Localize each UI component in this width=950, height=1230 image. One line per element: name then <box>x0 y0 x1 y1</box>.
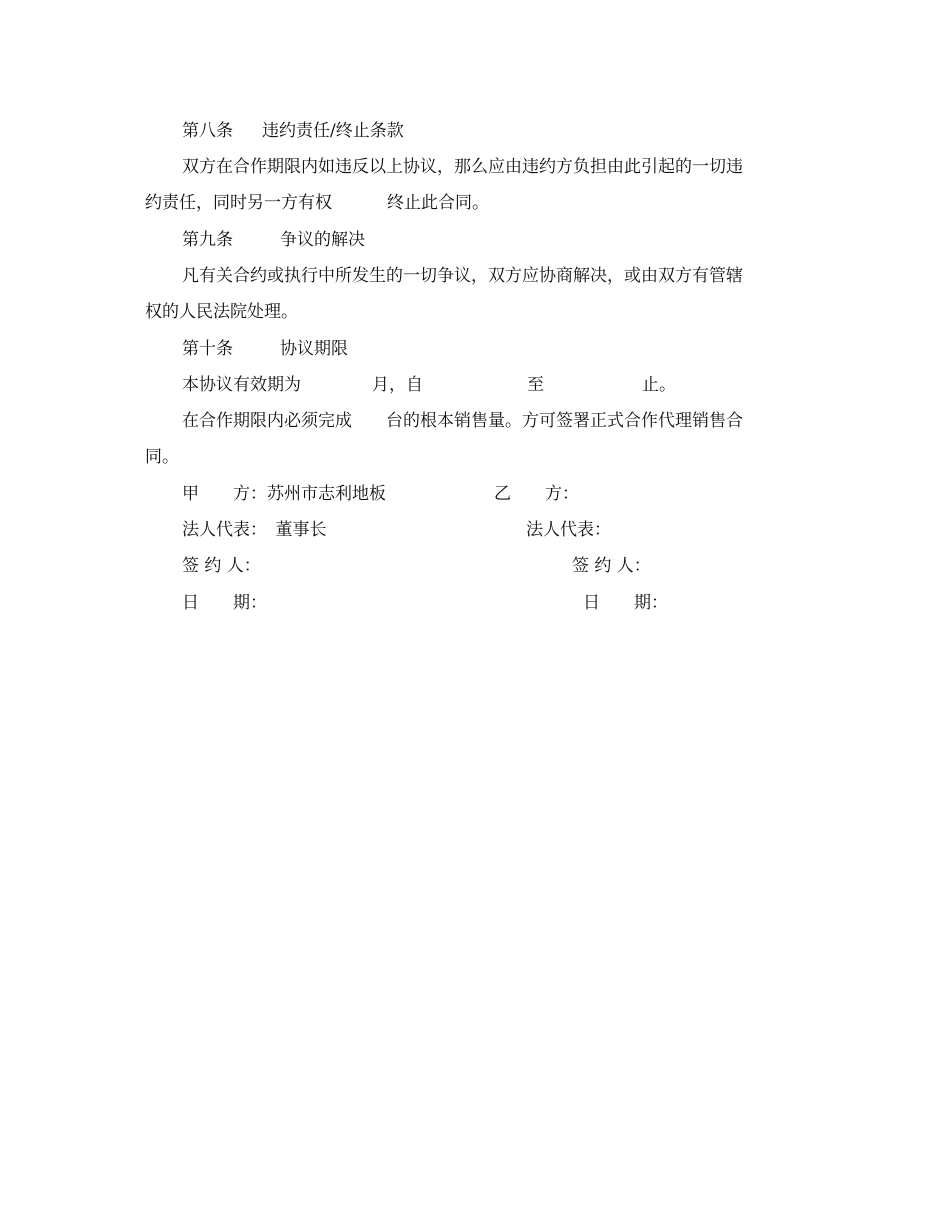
article9-heading-number: 第九条 <box>182 230 233 250</box>
article8-paragraph-line2-b: 终止此合同。 <box>387 193 489 213</box>
term-text-c: 至 <box>527 375 544 395</box>
article8-paragraph-line1: 双方在合作期限内如违反以上协议，那么应由违约方负担由此引起的一切违 <box>182 157 743 177</box>
article8-heading-title: 违约责任/终止条款 <box>262 121 404 141</box>
sales-text-a: 在合作期限内必须完成 <box>182 411 352 431</box>
article8-heading-number: 第八条 <box>182 121 233 141</box>
rep-b-label: 法人代表： <box>526 520 611 540</box>
term-text-a: 本协议有效期为 <box>182 375 301 395</box>
party-b-label: 乙 方： <box>494 484 579 504</box>
sales-text-b: 台的根本销售量。方可签署正式合作代理销售合 <box>386 411 743 431</box>
party-a-label: 甲 方：苏州市志利地板 <box>182 484 386 504</box>
term-text-b: 月，自 <box>372 375 423 395</box>
article9-paragraph-line2: 权的人民法院处理。 <box>145 302 298 322</box>
article10-sales-line2: 同。 <box>145 447 179 467</box>
signer-a-label: 签 约 人： <box>182 556 261 576</box>
term-text-d: 止。 <box>642 375 676 395</box>
signer-b-label: 签 约 人： <box>572 556 651 576</box>
date-a-label: 日 期： <box>182 593 267 613</box>
article9-heading-title: 争议的解决 <box>280 230 365 250</box>
date-b-label: 日 期： <box>583 593 668 613</box>
rep-a-label: 法人代表： 董事长 <box>182 520 327 540</box>
article10-heading-number: 第十条 <box>182 339 233 359</box>
article9-paragraph-line1: 凡有关合约或执行中所发生的一切争议，双方应协商解决，或由双方有管辖 <box>182 266 743 286</box>
article8-paragraph-line2-a: 约责任，同时另一方有权 <box>145 193 332 213</box>
article10-heading-title: 协议期限 <box>280 339 348 359</box>
